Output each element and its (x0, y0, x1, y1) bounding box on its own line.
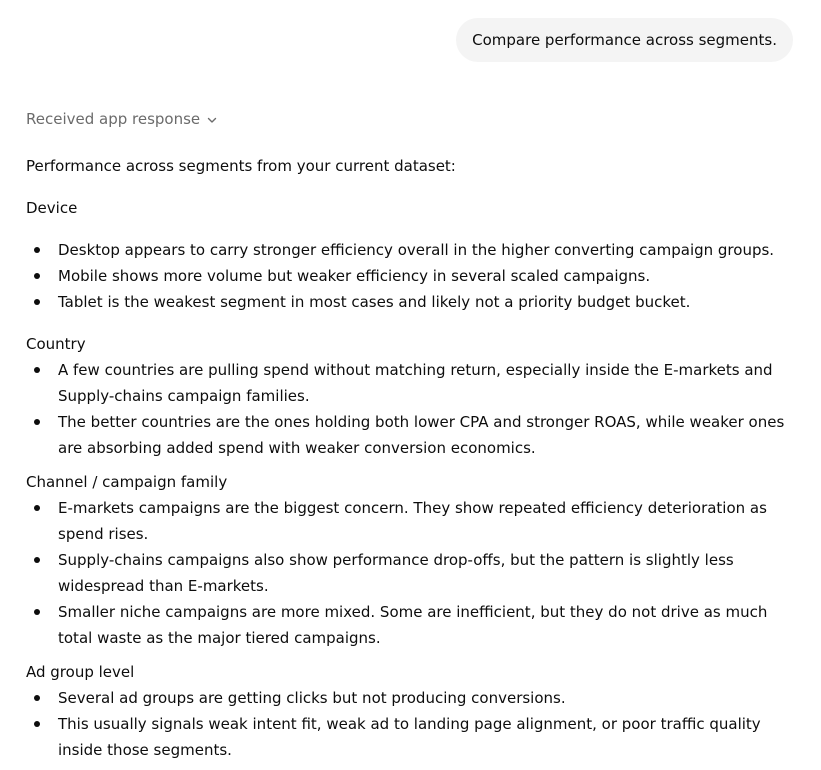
section-title-channel: Channel / campaign family (26, 473, 228, 491)
list-item: Several ad groups are getting clicks but not producing conversions. (26, 685, 796, 711)
chevron-down-icon (206, 114, 218, 126)
response-content (26, 153, 796, 763)
channel-list (26, 495, 796, 651)
response-intro: Performance across segments from your current dataset: (26, 157, 456, 175)
list-item: Supply-chains campaigns also show performance drop-offs, but the pattern is slightly less widespread than E-markets. (26, 547, 796, 599)
list-item: A few countries are pulling spend without matching return, especially inside the E-markets and Supply-chains campaign families. (26, 357, 796, 409)
section-title-country: Country (26, 335, 86, 353)
ad-group-list (26, 685, 796, 763)
section-title-ad-group: Ad group level (26, 663, 135, 681)
list-item: Mobile shows more volume but weaker efficiency in several scaled campaigns. (26, 263, 796, 289)
list-item: Desktop appears to carry stronger efficiency overall in the higher converting campaign groups. (26, 237, 796, 263)
list-item: Smaller niche campaigns are more mixed. Some are inefficient, but they do not drive as much total waste as the major tiered campaigns. (26, 599, 796, 651)
country-list (26, 357, 796, 461)
list-item: This usually signals weak intent fit, weak ad to landing page alignment, or poor traffic quality inside those segments. (26, 711, 796, 763)
section-ad-group (26, 659, 796, 763)
received-app-response-label: Received app response (26, 110, 201, 128)
list-item: The better countries are the ones holding both lower CPA and stronger ROAS, while weaker ones are absorbing added spend with weaker conversion economics. (26, 409, 796, 461)
received-app-response-toggle[interactable] (26, 108, 218, 130)
list-item: Tablet is the weakest segment in most cases and likely not a priority budget bucket. (26, 289, 796, 315)
list-item: E-markets campaigns are the biggest concern. They show repeated efficiency deterioration as spend rises. (26, 495, 796, 547)
section-device (26, 195, 796, 315)
section-title-device: Device (26, 199, 78, 217)
user-message-text: Compare performance across segments. (472, 30, 777, 49)
user-message-bubble (456, 18, 793, 62)
section-country (26, 331, 796, 461)
section-channel (26, 469, 796, 651)
device-list (26, 237, 796, 315)
